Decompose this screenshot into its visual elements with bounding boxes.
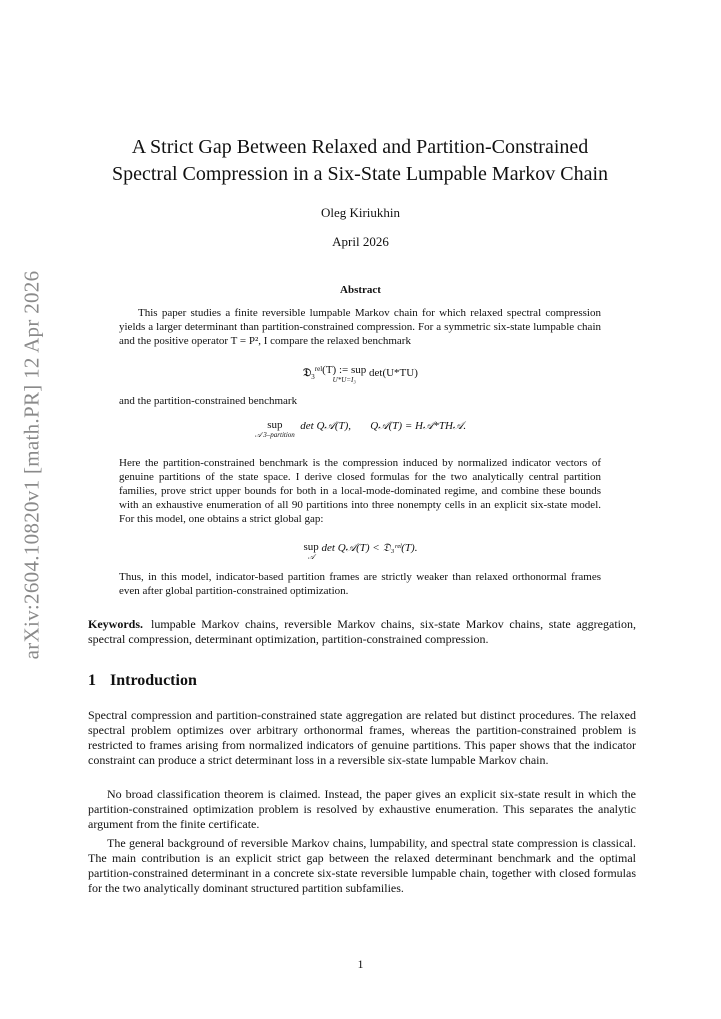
section-number: 1 bbox=[88, 672, 96, 689]
keywords-text: lumpable Markov chains, reversible Markov chains, six-state Markov chains, state aggregation, spectral compression, determinant optimization, partition-constrained compression. bbox=[88, 617, 636, 646]
paper-title bbox=[60, 134, 660, 188]
abstract-paragraph-1: This paper studies a finite reversible lumpable Markov chain for which relaxed spectral compression yields a larger determinant than partition-constrained compression. For a symmetric six-state lumpable chain and the positive operator T = P², I compare the relaxed benchmark bbox=[119, 307, 601, 347]
equation-relaxed-benchmark: 𝔇$_3^{rel}$(T) := sup U*U=I₃ det(U*TU) bbox=[303, 364, 418, 384]
page-number: 1 bbox=[357, 957, 364, 971]
intro-paragraph-3: The general background of reversible Markov chains, lumpability, and spectral state compression is classical. The main contribution is an explicit strict gap between the relaxed determinant benchmark and the optimal partition-constrained determinant in a concrete six-state reversible lumpable chain, together with closed formulas for the two analytically dominant structured partition subfamilies. bbox=[88, 836, 636, 895]
abstract-paragraph-2: and the partition-constrained benchmark bbox=[119, 395, 298, 407]
arxiv-id: arXiv:2604.10820v1 [math.PR] 12 Apr 2026 bbox=[19, 270, 44, 660]
author-name: Oleg Kiriukhin bbox=[320, 205, 401, 220]
intro-paragraph-2: No broad classification theorem is claimed. Instead, the paper gives an explicit six-state result in which the partition-constrained optimization problem is resolved by exhaustive enumeration. This separates the analytic argument from the finite certificate. bbox=[88, 787, 636, 831]
abstract-paragraph-3: Here the partition-constrained benchmark is the compression induced by normalized indicator vectors of genuine partitions of the state space. I derive closed formulas for the two analytically central partition families, prove strict upper bounds for both in a local-mode-dominated regime, and combine these bounds with an exhaustive enumeration of all 90 partitions into three nonempty cells in an explicit six-state model. For this model, one obtains a strict global gap: bbox=[119, 457, 601, 525]
equation-partition-benchmark: sup 𝒜 3–partition det Q𝒜(T), Q𝒜(T) = H𝒜*TH𝒜. bbox=[254, 419, 467, 439]
paper-date: April 2026 bbox=[332, 234, 389, 249]
abstract-paragraph-4: Thus, in this model, indicator-based partition frames are strictly weaker than relaxed orthonormal frames even after global partition-constrained optimization. bbox=[119, 571, 601, 597]
arxiv-sidebar-stamp bbox=[14, 270, 50, 660]
keywords-block bbox=[88, 617, 636, 647]
title-line-2: Spectral Compression in a Six-State Lumpable Markov Chain bbox=[111, 163, 609, 185]
section-1-heading bbox=[88, 672, 197, 690]
abstract-heading: Abstract bbox=[340, 284, 381, 296]
section-title: Introduction bbox=[110, 672, 197, 689]
keywords-label: Keywords. bbox=[88, 617, 143, 631]
intro-paragraph-1: Spectral compression and partition-constrained state aggregation are related but distinct procedures. The relaxed spectral problem optimizes over arbitrary orthonormal frames, whereas the partition-constrained problem is restricted to frames arising from normalized indicators of genuine partitions. This paper shows that the indicator constraint can produce a strict determinant loss in a reversible six-state lumpable Markov chain. bbox=[88, 708, 636, 767]
equation-strict-gap: sup 𝒜 det Q𝒜(T) < 𝔇₃ʳᵉˡ(T). bbox=[303, 541, 418, 561]
title-line-1: A Strict Gap Between Relaxed and Partition-Constrained bbox=[131, 136, 589, 158]
